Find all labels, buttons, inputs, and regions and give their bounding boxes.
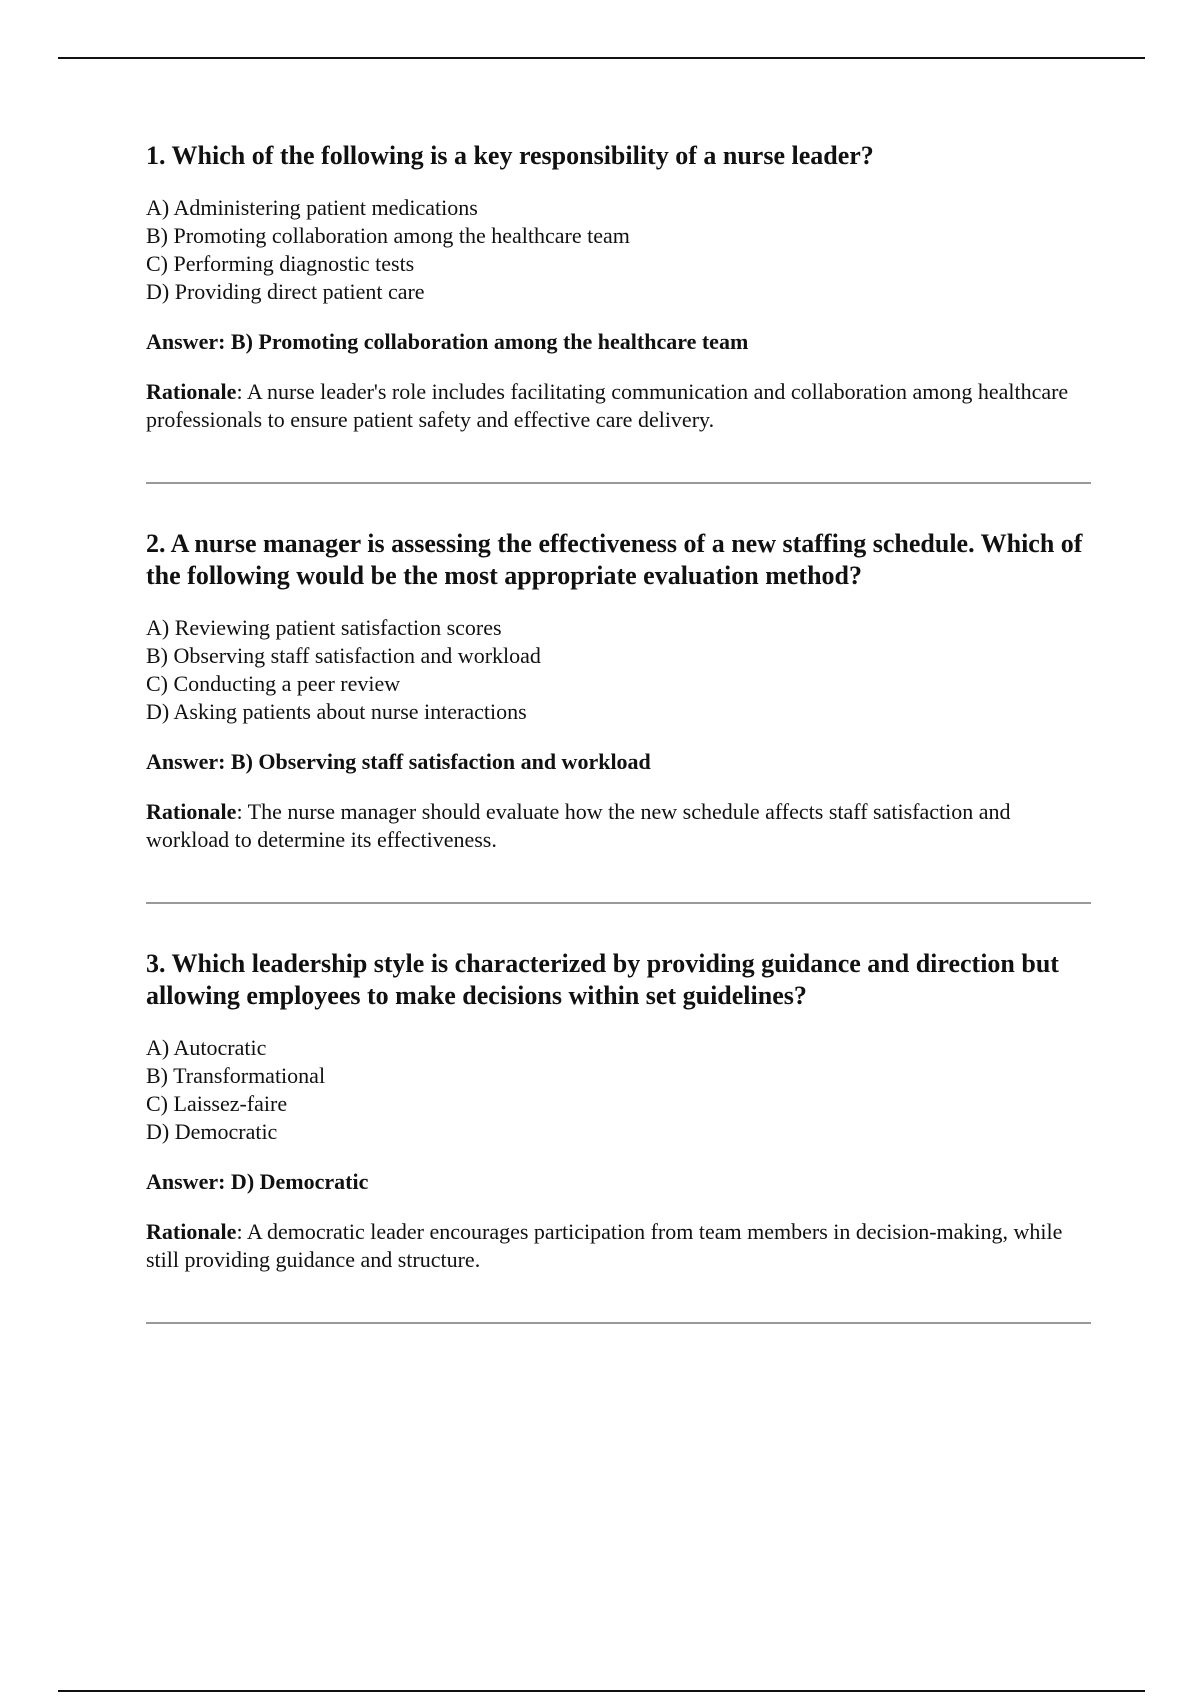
option-a: A) Reviewing patient satisfaction scores (146, 615, 502, 640)
correct-answer: Answer: D) Democratic (146, 1169, 369, 1194)
page-top-rule (58, 57, 1145, 59)
section-divider (146, 1322, 1091, 1324)
option-c: C) Laissez-faire (146, 1091, 288, 1116)
rationale (146, 378, 1091, 434)
question-1 (146, 140, 1091, 434)
option-c: C) Conducting a peer review (146, 671, 401, 696)
answer-options (146, 194, 1091, 306)
option-b: B) Transformational (146, 1063, 326, 1088)
answer-options (146, 614, 1091, 726)
option-d: D) Providing direct patient care (146, 279, 425, 304)
rationale-text: : A democratic leader encourages participation from team members in decision-making, while still providing guidance and structure. (146, 1219, 1063, 1272)
rationale-label: Rationale (146, 379, 237, 404)
option-d: D) Democratic (146, 1119, 278, 1144)
rationale-text: : A nurse leader's role includes facilitating communication and collaboration among healthcare professionals to ensure patient safety and effective care delivery. (146, 379, 1069, 432)
question-title: 1. Which of the following is a key responsibility of a nurse leader? (146, 141, 874, 170)
answer-options (146, 1034, 1091, 1146)
correct-answer: Answer: B) Observing staff satisfaction and workload (146, 749, 651, 774)
option-b: B) Observing staff satisfaction and workload (146, 643, 541, 668)
question-3 (146, 948, 1091, 1274)
option-d: D) Asking patients about nurse interactions (146, 699, 527, 724)
question-2 (146, 528, 1091, 854)
option-a: A) Autocratic (146, 1035, 267, 1060)
document-content (146, 140, 1091, 1368)
page-bottom-rule (58, 1690, 1145, 1692)
option-c: C) Performing diagnostic tests (146, 251, 415, 276)
rationale (146, 798, 1091, 854)
rationale-label: Rationale (146, 1219, 237, 1244)
section-divider (146, 482, 1091, 484)
rationale-text: : The nurse manager should evaluate how the new schedule affects staff satisfaction and workload to determine its effectiveness. (146, 799, 1011, 852)
question-title: 3. Which leadership style is characterized by providing guidance and direction but allowing employees to make decisions within set guidelines? (146, 949, 1059, 1010)
option-b: B) Promoting collaboration among the healthcare team (146, 223, 630, 248)
rationale (146, 1218, 1091, 1274)
rationale-label: Rationale (146, 799, 237, 824)
option-a: A) Administering patient medications (146, 195, 478, 220)
question-title: 2. A nurse manager is assessing the effectiveness of a new staffing schedule. Which of the following would be the most appropriate evaluation method? (146, 529, 1083, 590)
correct-answer: Answer: B) Promoting collaboration among the healthcare team (146, 329, 749, 354)
section-divider (146, 902, 1091, 904)
